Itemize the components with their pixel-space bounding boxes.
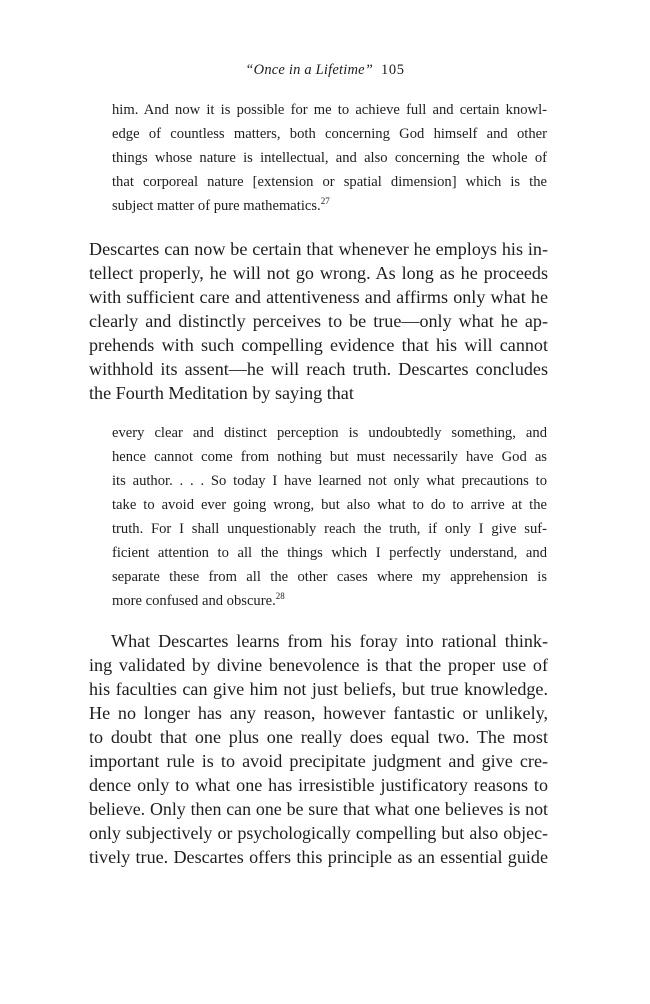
quote-line: ficient attention to all the things which I perfectly understand, and (112, 545, 547, 561)
quote-line: things whose nature is intellectual, and also concerning the whole of (112, 150, 547, 166)
quote-line-last (112, 591, 547, 611)
quote-text: more confused and obscure. (112, 593, 276, 609)
quote-line: truth. For I shall unquestionably reach the truth, if only I give suf- (112, 521, 547, 537)
quote-text: subject matter of pure mathematics. (112, 198, 321, 214)
page-number: 105 (381, 62, 405, 78)
quote-line: its author. . . . So today I have learned not only what precautions to (112, 473, 547, 489)
quote-line-last (112, 196, 547, 216)
quote-line: that corporeal nature [extension or spatial dimension] which is the (112, 174, 547, 190)
body-line: with sufficient care and attentiveness and affirms only what he (89, 287, 548, 307)
body-line: believe. Only then can one be sure that what one believes is not (89, 799, 548, 819)
body-line: to doubt that one plus one really does equal two. The most (89, 727, 548, 747)
body-line: clearly and distinctly perceives to be true—only what he ap- (89, 311, 548, 331)
quote-line: him. And now it is possible for me to achieve full and certain knowl- (112, 102, 547, 118)
body-line: dence only to what one has irresistible justificatory reasons to (89, 775, 548, 795)
quote-line: hence cannot come from nothing but must necessarily have God as (112, 449, 547, 465)
quote-line: separate these from all the other cases where my apprehension is (112, 569, 547, 585)
body-line: withhold its assent—he will reach truth. Descartes concludes (89, 359, 548, 379)
quote-line: every clear and distinct perception is undoubtedly something, and (112, 425, 547, 441)
body-line: What Descartes learns from his foray into rational think- (111, 631, 548, 651)
body-line: important rule is to avoid precipitate judgment and give cre- (89, 751, 548, 771)
body-line: tively true. Descartes offers this principle as an essential guide (89, 847, 548, 867)
quote-line: edge of countless matters, both concerning God himself and other (112, 126, 547, 142)
body-line: only subjectively or psychologically compelling but also objec- (89, 823, 548, 843)
body-line: He no longer has any reason, however fantastic or unlikely, (89, 703, 548, 723)
body-line: the Fourth Meditation by saying that (89, 383, 354, 403)
body-line: prehends with such compelling evidence that his will cannot (89, 335, 548, 355)
footnote-marker: 27 (320, 196, 330, 206)
running-head-title: “Once in a Lifetime” (245, 62, 374, 78)
quote-line: take to avoid ever going wrong, but also what to do to arrive at the (112, 497, 547, 513)
body-line: tellect properly, he will not go wrong. As long as he proceeds (89, 263, 548, 283)
body-line: his faculties can give him not just beliefs, but true knowledge. (89, 679, 548, 699)
footnote-marker: 28 (275, 591, 285, 601)
body-line: ing validated by divine benevolence is that the proper use of (89, 655, 548, 675)
running-head (0, 62, 650, 79)
body-line: Descartes can now be certain that whenever he employs his in- (89, 239, 548, 259)
